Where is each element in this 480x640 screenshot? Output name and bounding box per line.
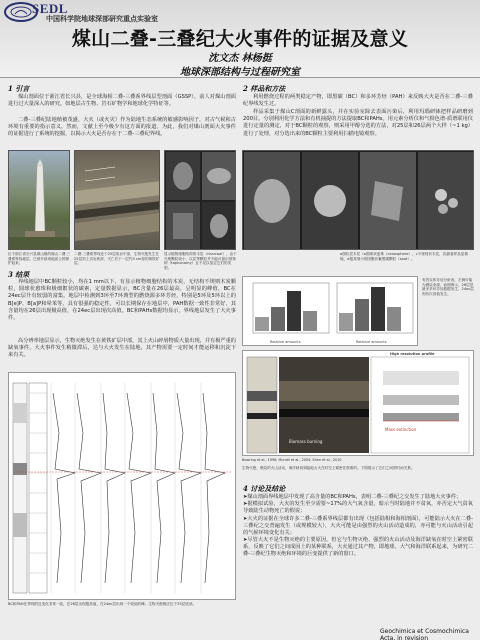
high-resolution-profile xyxy=(242,350,474,456)
samples-paragraph-1: 利用燃烧过程的两类稳定产物，即黑碳（BC）和多环芳烃（PAH）来反映大火是否在二叠-三叠纪界线发生过。 xyxy=(243,94,473,108)
intro-paragraph-2: 二叠-三叠纪陆地植被茂盛，大火（或火灾）作为陆地生态系统的敏感影响因子，对古气候和古环境有重要的指示意义。然而，文献上至今极少有这方面的报道。为此，我们对煤山剖面大火事件的证据进行了系统的挖掘，以揭示大火是否存在于二叠-三叠纪界线。 xyxy=(8,117,236,138)
samples-heading: 2 样品和方法 xyxy=(243,84,286,93)
bc-particle-sem-photos xyxy=(242,150,474,250)
monument-photo xyxy=(8,150,70,250)
conclusion-item: ➤煤山剖面界线地层中发现了高含量的BC和PAHs，表明二叠-三叠纪之交发生了陆地大火事件； xyxy=(243,494,462,500)
conclusion-heading: 4 讨论及结论 xyxy=(243,484,286,493)
intro-heading: 1 引言 xyxy=(8,84,30,93)
photo-caption-2: 二叠-三叠系界线处于25层灰岩中部，生物灭绝发生在25层顶上页岩底部，灭亡后于一层约3 cm厚的黄铁矿层。 xyxy=(74,252,160,266)
charcoal-sem-photos xyxy=(164,150,236,250)
photo-caption-1: 位于浙江省长兴县煤山镇的煤山二叠-三叠系界线地层，已被开辟成地质公园保护起来。 xyxy=(8,252,71,266)
panel-title: High resolution profile xyxy=(390,352,435,356)
relative-amounts-chart xyxy=(242,276,418,346)
column-caption: BC和PAH在界线附近变化非常一致，在26层出现极高值，在24ec层出现一个较低的峰。生物灭绝相应位于25层底部。 xyxy=(8,602,197,606)
references-note: Bowring et al., 1998; Mundil et al., 2004; Shen et al., 2010 xyxy=(242,458,342,462)
photo-caption-4: a图状炭木炭（a圆球状愈珠（cenosphere），c不规则状木炭，若漏看样品显微镜，d极其细小的团聚状絮黑碳颗粒（soot）。 xyxy=(340,252,468,261)
conclusion-item: ➤尽管大火不是生物灭绝的主要原因，但它与生物灭绝、强烈的火山活动及海洋缺氧在时空上紧密联系，反映了它们之间成因上的某种联系，大火通过其产物，即地球、大气和海洋联系起来，为研究二叠-三叠纪生物灭绝和环境的巨变提供了新的窗口。 xyxy=(243,537,473,558)
poster-header xyxy=(0,0,480,78)
conclusion-item: ➤据模拟试验，大火的发生至少需要~17%的大气氧含量，暗示当时陆地并不贫氧，亦否定大气贫氧导致陆生动物死亡的假说； xyxy=(243,501,473,515)
affiliation: 地球深部结构与过程研究室 xyxy=(180,67,300,78)
boundary-outcrop-photo xyxy=(74,150,160,250)
chart-right-axis-label: Relative amounts xyxy=(356,340,387,344)
results-paragraph-1: 界线地层中BC颗粒较小，均在1 mm以下，有显示植物细胞结构的木炭，无结构不规则木炭颗粒，圆球状愈珠和极细絮状的碳素，定量数据显示，BC含量在26层最高，呈明显的峰值，BC在24ec层升有较弱的富集。地层中检测到3环至7环典型的燃烧源多环芳烃，特别是5环及5环以上的B[e]P、B[a]P和晕苯等，具有很强的稳定性，可以长期保存在地层中，PAH数据一致性非常好，其含量均在26层出现极高值，在24ec层出现次高值。BC和PAHs数据均显示，界线地层发生了大火事件。 xyxy=(8,279,236,321)
chart-caption-2: 生物灭绝，燃烧的火山活动，海洋缺氧和陆地大火在时空上紧密在联系的。下图展示了它们之间的时间关系。 xyxy=(242,466,415,470)
burning-label: Biomass burning xyxy=(289,439,323,444)
results-paragraph-2: 高分辨率地层显示，生物灭绝发生在黄铁矿层中部，其上火山碎屑物质大量出现，并有极严重的缺氧事件，大火事件发生稍微滞后，达与大火发生在陆地，其产物需要一定时间才能运移和沉淀下来有关。 xyxy=(8,338,236,359)
footer-citation: Geochimica et Cosmochimica Acta, in revision xyxy=(380,628,469,640)
extinction-label: Mass extinction xyxy=(385,427,417,432)
photo-caption-3: 显示植物细胞结构的木炭（charcoal），由于灭绝颗粒较小，以炭等颗粒并不能可靠识别物种（taphonomy）且不足以鉴定它们的类型。 xyxy=(164,252,237,271)
results-heading: 3 结果 xyxy=(8,270,30,279)
conclusion-list xyxy=(243,494,473,559)
chart-left-axis-label: Relative amounts xyxy=(270,340,301,344)
samples-paragraph-2: 样品采集于煤山C剖面的新鲜露头，并在实验室除去表面污染后，利用玛瑙研钵把样品研磨到200目。分别利用化学方法和有机抽提的方法提取BC和PAHs。用元素分析仪和气相色谱-质谱联用仪进行定量的测定，对于BC颗粒的观察，则采用甲醇分选的方法，对25层和26层两个大样（~1 kg）进行了处理，对分选出来的BC颗粒主要利用扫描电镜观察。 xyxy=(243,109,473,137)
authors: 沈文杰 林杨挺 xyxy=(208,53,272,64)
poster-title: 煤山二叠-三叠纪大火事件的证据及意义 xyxy=(71,28,409,50)
intro-paragraph-1: 煤山剖面位于浙江省长兴县，是全球海相二叠-三叠系界线层型剖面（GSSP），前人对煤山剖面进行过大量深入的研究。如地层古生物、岩石矿物学和地球化学特征等。 xyxy=(8,94,236,108)
lab-name: 中国科学院地球深部研究重点实验室 xyxy=(46,15,158,23)
logo-text: SEDL xyxy=(32,1,68,16)
chart-caption-1: 有效实体芳烃分析表，左侧可能为燃烧来源，而图例示，26层是最多多环芳烃数据发生，24ec层则有次高值发生。 xyxy=(422,278,474,297)
stratigraphic-profile-figure xyxy=(8,372,236,600)
conclusion-item: ➤大火的证据在全球许多二叠-三叠系界线层都有出现（包括陆相和海相剖面），可能陆示大火在二叠-三叠纪之交普遍发生（或规模较大），大火可能是由强烈的火山活动造成的，亦可能与火山活动引起的气候环境变化有关； xyxy=(243,515,473,536)
